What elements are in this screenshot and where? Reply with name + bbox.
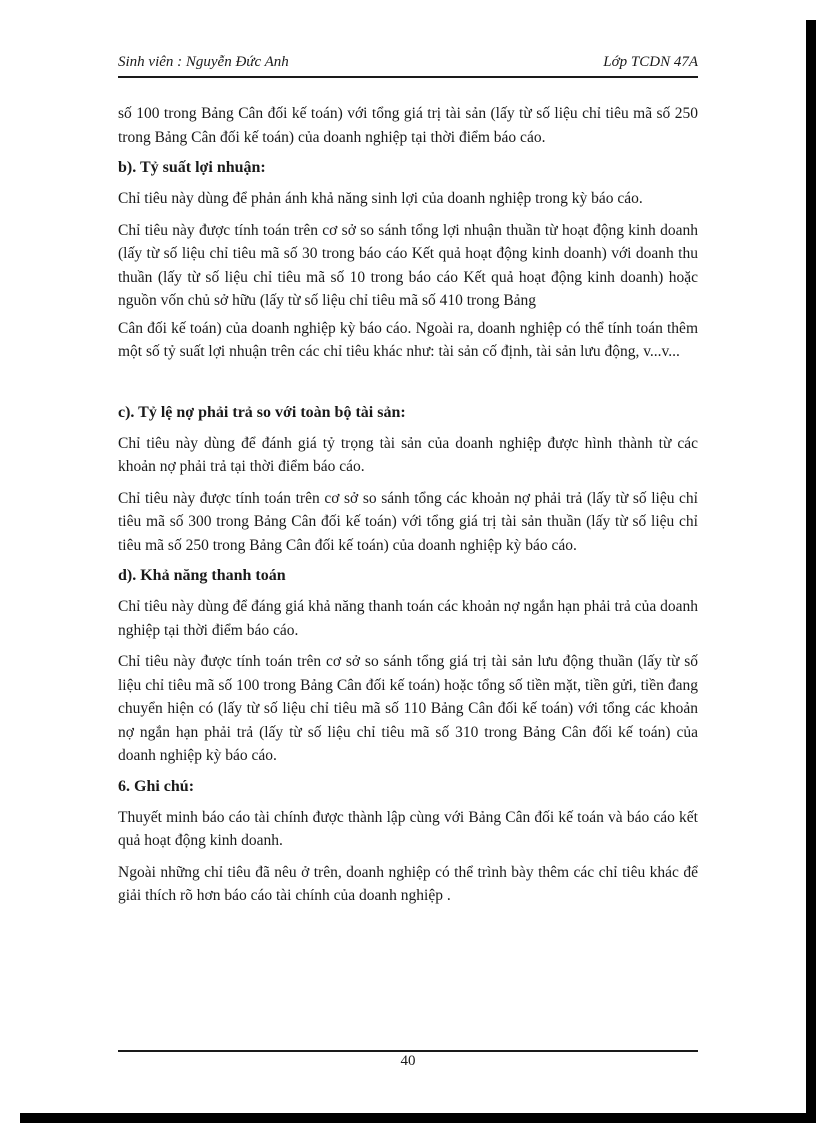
paragraph-debt-ratio-calc: Chỉ tiêu này được tính toán trên cơ sở so sánh tổng các khoản nợ phải trả (lấy từ số liệu chỉ tiêu mã số 300 trong Bảng Cân đối kế toán) với tổng giá trị tài sản thuần (lấy từ số liệu chỉ tiêu mã số 250 trong Bảng Cân đối kế toán) của doanh nghiệp kỳ báo cáo. — [118, 489, 698, 554]
paragraph-profit-ratio-purpose: Chỉ tiêu này dùng để phản ánh khả năng sinh lợi của doanh nghiệp trong kỳ báo cáo. — [118, 190, 643, 207]
paragraph-debt-ratio-purpose: Chỉ tiêu này dùng để đánh giá tỷ trọng tài sản của doanh nghiệp được hình thành từ các khoản nợ phải trả tại thời điểm báo cáo. — [118, 434, 698, 475]
heading-debt-ratio: c). Tỷ lệ nợ phải trả so với toàn bộ tài sản: — [118, 403, 406, 421]
page-shadow-bottom — [20, 1113, 816, 1123]
paragraph-profit-ratio-calc: Chỉ tiêu này được tính toán trên cơ sở so sánh tổng lợi nhuận thuần từ hoạt động kinh doanh (lấy từ số liệu chỉ tiêu mã số 30 trong báo cáo Kết quả hoạt động kinh doanh) với doanh thu thuần (lấy từ số liệu chỉ tiêu mã số 10 trong báo cáo Kết quả hoạt động kinh doanh) hoặc nguồn vốn chủ sở hữu (lấy từ số liệu chỉ tiêu mã số 410 trong Bảng — [118, 221, 698, 309]
heading-profit-ratio: b). Tỷ suất lợi nhuận: — [118, 159, 266, 176]
page-header — [118, 52, 698, 78]
footer-divider — [118, 1050, 698, 1052]
paragraph-notes-2: Ngoài những chỉ tiêu đã nêu ở trên, doanh nghiệp có thể trình bày thêm các chỉ tiêu khác để giải thích rõ hơn báo cáo tài chính của doanh nghiệp . — [118, 863, 698, 904]
spacer — [118, 372, 698, 398]
heading-notes: 6. Ghi chú: — [118, 777, 195, 795]
paragraph-notes-1: Thuyết minh báo cáo tài chính được thành lập cùng với Bảng Cân đối kế toán và báo cáo kết quả hoạt động kinh doanh. — [118, 808, 698, 849]
header-student-name: Sinh viên : Nguyễn Đức Anh — [118, 54, 289, 70]
paragraph-intro-continuation: số 100 trong Bảng Cân đối kế toán) với tổng giá trị tài sản (lấy từ số liệu chỉ tiêu mã số 250 trong Bảng Cân đối kế toán) của doanh nghiệp tại thời điểm báo cáo. — [118, 105, 698, 146]
page-number: 40 — [400, 1053, 416, 1069]
paragraph-liquidity-purpose: Chỉ tiêu này dùng để đáng giá khả năng thanh toán các khoản nợ ngắn hạn phải trả của doanh nghiệp tại thời điểm báo cáo. — [118, 598, 698, 639]
page-shadow-right — [806, 20, 816, 1123]
header-class: Lớp TCDN 47A — [603, 54, 698, 70]
paragraph-profit-ratio-extra: Cân đối kế toán) của doanh nghiệp kỳ báo cáo. Ngoài ra, doanh nghiệp có thể tính toán thêm một số tỷ suất lợi nhuận trên các chỉ tiêu khác như: tài sản cố định, tài sản lưu động, v...v... — [118, 319, 698, 360]
paragraph-liquidity-calc: Chỉ tiêu này được tính toán trên cơ sở so sánh tổng giá trị tài sản lưu động thuần (lấy từ số liệu chỉ tiêu mã số 100 trong Bảng Cân đối kế toán) hoặc tổng số tiền mặt, tiền gửi, tiền đang chuyển hiện có (lấy từ số liệu chỉ tiêu mã số 110 Bảng Cân đối kế toán) với tổng các khoản nợ ngắn hạn phải trả (lấy từ số liệu chỉ tiêu mã số 310 trong Bảng Cân đối kế toán) của doanh nghiệp kỳ báo cáo. — [118, 653, 698, 764]
heading-liquidity: d). Khả năng thanh toán — [118, 567, 286, 584]
document-body — [118, 102, 698, 916]
